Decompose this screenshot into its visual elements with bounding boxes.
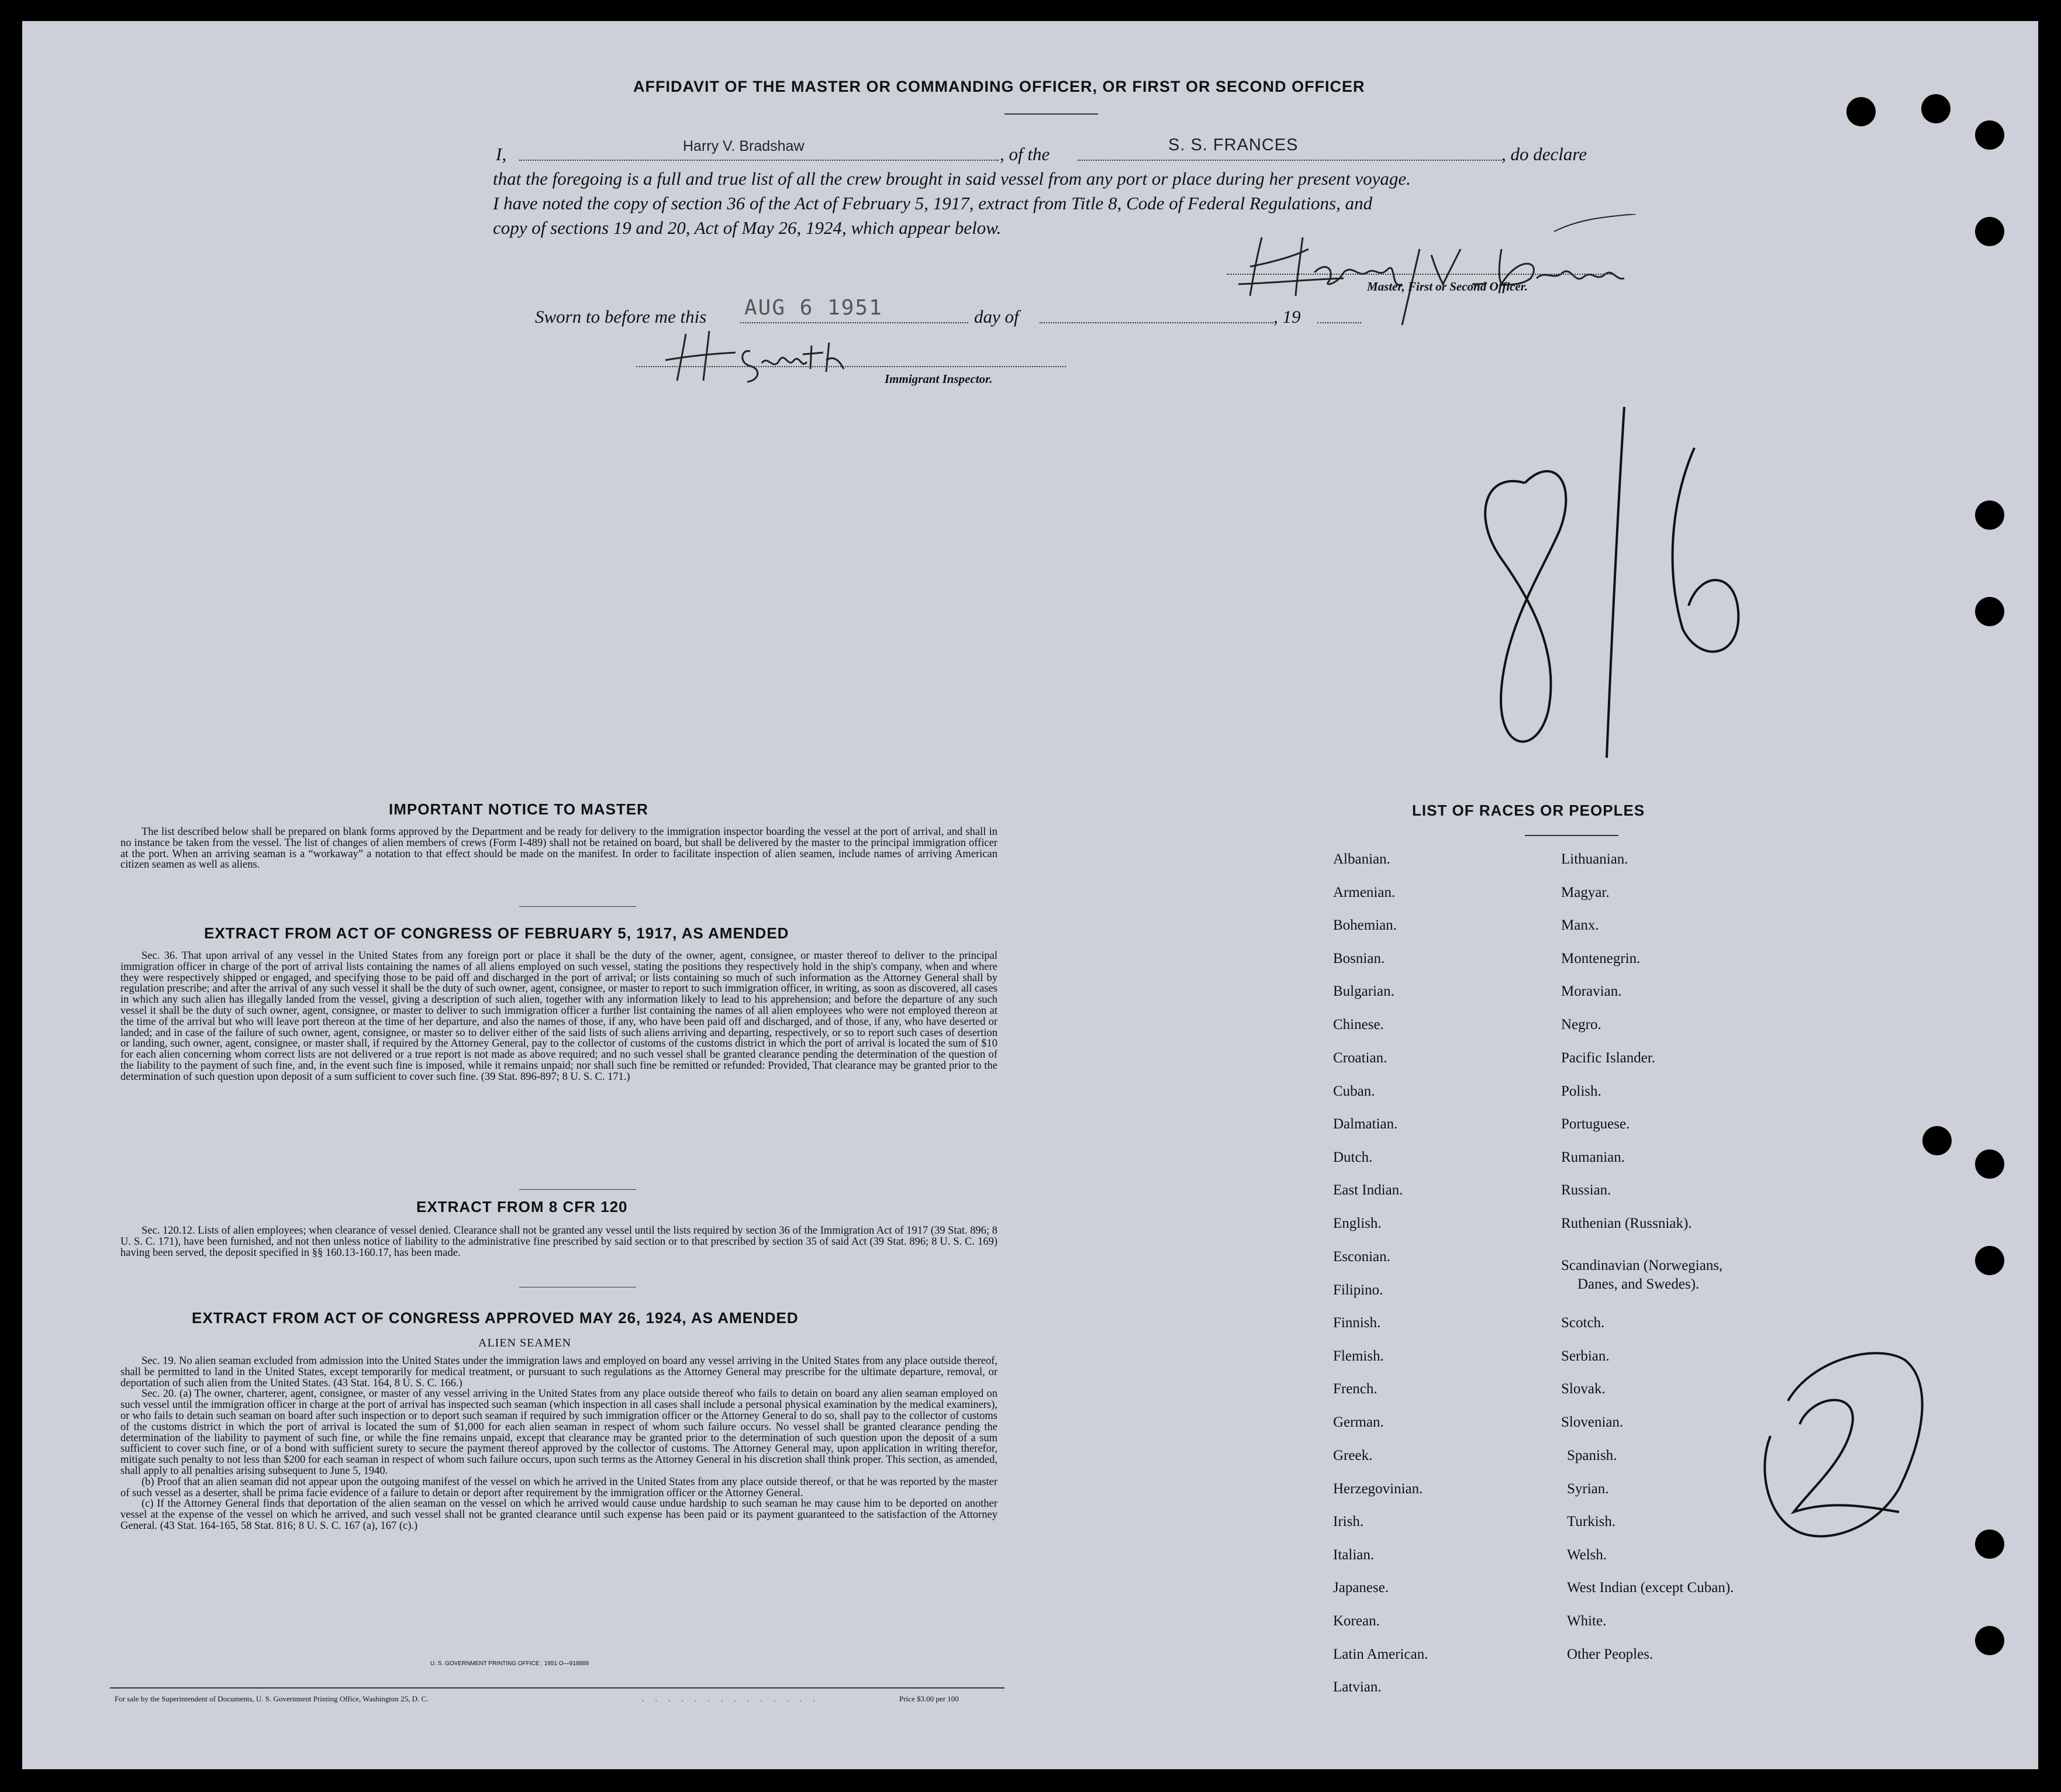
race-left: Greek.: [1333, 1448, 1373, 1463]
master-caption: Master, First or Second Officer.: [1367, 279, 1528, 294]
notice-title: IMPORTANT NOTICE TO MASTER: [389, 800, 648, 818]
binder-hole: [1975, 500, 2004, 530]
race-left: Cuban.: [1333, 1083, 1375, 1099]
race-right: Slovenian.: [1561, 1414, 1624, 1430]
extract-8cfr-text: Sec. 120.12. Lists of alien employees; when clearance of vessel denied. Clearance shall not be granted any vessel until the lists required by section 36 of the Immigration Act of 1917 (39 Stat. 896; 8 U. S. C. 171), have been furnished, and not then unless notice of liability to the administrative fine prescribed by said section or to that prescribed by section 35 of said Act (39 Stat. 896; 8 U. S. C. 169) having been served, the deposit specified in §§ 160.13-160.17, has been made.: [120, 1225, 997, 1259]
decl-do-declare: , do declare: [1501, 144, 1587, 164]
race-right: Turkish.: [1567, 1514, 1616, 1529]
race-right: Scandinavian (Norwegians,: [1561, 1258, 1723, 1273]
sec20c-text: (c) If the Attorney General finds that deportation of the alien seaman on the vessel on which he arrived would cause undue hardship to such seaman he may cause him to be deported on another vessel at the expense of the vessel on which he arrived, and such vessel shall not be granted clearance until such expense has been paid or its payment guaranteed to the satisfaction of the Attorney General. (43 Stat. 164-165, 58 Stat. 816; 8 U. S. C. 167 (a), 167 (c).): [120, 1498, 997, 1532]
race-right: Russian.: [1561, 1182, 1611, 1198]
footer-price: Price $3.00 per 100: [899, 1694, 959, 1703]
race-right: Syrian.: [1567, 1481, 1609, 1497]
handwritten-circled-2: [1747, 1337, 1934, 1559]
day-of-label: day of: [974, 306, 1019, 327]
race-left: Filipino.: [1333, 1282, 1383, 1298]
race-right: Slovak.: [1561, 1381, 1606, 1397]
printing-office-imprint: U. S. GOVERNMENT PRINTING OFFICE : 1951 O—918889: [430, 1660, 589, 1667]
sworn-fill-line: [740, 322, 968, 323]
race-right: Portuguese.: [1561, 1116, 1630, 1132]
race-right: Negro.: [1561, 1017, 1601, 1033]
race-right: Lithuanian.: [1561, 851, 1628, 867]
binder-hole: [1975, 1529, 2004, 1559]
extract-1924-title: EXTRACT FROM ACT OF CONGRESS APPROVED MAY 26, 1924, AS AMENDED: [192, 1309, 799, 1327]
decl-line-2: that the foregoing is a full and true list of all the crew brought in said vessel from any port or place during her present voyage.: [493, 168, 1411, 189]
year-fill-line: [1317, 322, 1361, 323]
extract-1917-text: Sec. 36. That upon arrival of any vessel in the United States from any foreign port or place it shall be the duty of the owner, agent, consignee, or master thereof to deliver to the principal immigration officer in charge of the port of arrival lists containing the names of all aliens employed on such vessel, stating the positions they respectively hold in the ship's company, when and where they were respectively shipped or engaged, and specifying those to be paid off and discharged in the port of arrival; or lists containing so much of such information as the Attorney General shall by regulation prescribe; and after the arrival of any such vessel it shall be the duty of such owner, agent, consignee, or master to report to such immigration officer, in writing, as soon as discovered, all cases in which any such alien has illegally landed from the vessel, giving a description of such alien, together with any information likely to lead to his apprehension; and before the departure of any such vessel it shall be the duty of such owner, agent, consignee, or master to deliver to such immigration officer a further list containing the names of all alien employees who were not employed thereon at the time of the arrival but who will leave port thereon at the time of her departure, and also the names of those, if any, who have been paid off and discharged, and of those, if any, who have deserted or landed; and in case of the failure of such owner, agent, consignee, or master so to deliver either of the said lists of such aliens arriving and departing, respectively, or so to report such cases of desertion or landing, such owner, agent, consignee, or master shall, if required by the Attorney General, pay to the collector of customs of the customs district in which the port of arrival is located the sum of $10 for each alien concerning whom correct lists are not delivered or a true report is not made as above required; and no such vessel shall be granted clearance pending the determination of the question of the liability to the payment of such fine, and, in the event such fine is imposed, while it remains unpaid; nor shall such fine be remitted or refunded: Provided, That clearance may be granted prior to the determination of such question upon deposit of a sum sufficient to cover such fine. (39 Stat. 896-897; 8 U. S. C. 171.): [120, 950, 997, 1083]
race-left: Herzegovinian.: [1333, 1481, 1423, 1497]
binder-hole: [1846, 97, 1876, 126]
race-left: Croatian.: [1333, 1050, 1387, 1066]
race-left: Italian.: [1333, 1547, 1375, 1563]
race-right: Pacific Islander.: [1561, 1050, 1656, 1066]
binder-hole: [1975, 1149, 2004, 1179]
race-right: Manx.: [1561, 917, 1599, 933]
inspector-signature: [654, 328, 864, 386]
race-right: West Indian (except Cuban).: [1567, 1580, 1734, 1596]
race-left: Bohemian.: [1333, 917, 1397, 933]
race-left: Esconian.: [1333, 1249, 1390, 1265]
race-left: English.: [1333, 1216, 1382, 1231]
decl-line-4: copy of sections 19 and 20, Act of May 26, 1924, which appear below.: [493, 217, 1002, 238]
extract-1917-rule: [519, 1189, 636, 1190]
vessel-fill-line: [1078, 160, 1501, 161]
binder-hole: [1975, 1246, 2004, 1275]
title-rule: [1004, 113, 1098, 115]
extract-1924-body: [120, 1356, 997, 1532]
race-left: Bulgarian.: [1333, 983, 1394, 999]
decl-of-the: , of the: [1000, 144, 1050, 164]
sworn-prefix: Sworn to before me this: [535, 306, 707, 327]
race-left: Latvian.: [1333, 1679, 1382, 1695]
race-left: Japanese.: [1333, 1580, 1389, 1596]
name-fill-line: [519, 160, 999, 161]
footer-rule: [110, 1687, 1004, 1689]
notice-rule: [519, 906, 636, 907]
race-right: White.: [1567, 1613, 1607, 1629]
race-left: French.: [1333, 1381, 1378, 1397]
inspector-caption: Immigrant Inspector.: [885, 372, 993, 386]
race-left: Armenian.: [1333, 885, 1396, 900]
extract-1917-body: [120, 951, 997, 1083]
extract-1917-title: EXTRACT FROM ACT OF CONGRESS OF FEBRUARY 5, 1917, AS AMENDED: [204, 924, 789, 942]
race-right: Rumanian.: [1561, 1149, 1625, 1165]
sec20b-text: (b) Proof that an alien seaman did not appear upon the outgoing manifest of the vessel on which he arrived in the United States from any place outside thereof, or that he was reported by the master of such vessel as a deserter, shall be prima facie evidence of a failure to detain or deport after requirement by the immigration officer or the Attorney General.: [120, 1476, 997, 1499]
inspector-sig-line: [636, 366, 1066, 367]
officer-name: Harry V. Bradshaw: [683, 138, 805, 154]
race-right: Montenegrin.: [1561, 951, 1641, 966]
date-stamp: AUG 6 1951: [744, 296, 883, 320]
sec19-text: Sec. 19. No alien seaman excluded from admission into the United States under the immigration laws and employed on board any vessel arriving in the United States from any place outside thereof, shall be permitted to land in the United States, except temporarily for medical treatment, or pursuant to such regulations as the Attorney General may prescribe for the ultimate departure, removal, or deportation of such alien from the United States. (43 Stat. 164, 8 U. S. C. 166.): [120, 1355, 997, 1389]
notice-body: [120, 827, 997, 871]
vessel-name: S. S. FRANCES: [1168, 136, 1299, 154]
race-left: Albanian.: [1333, 851, 1390, 867]
extract-1924-subtitle: ALIEN SEAMEN: [478, 1337, 572, 1349]
decl-i: I,: [496, 144, 507, 164]
binder-hole: [1975, 217, 2004, 246]
race-right: Other Peoples.: [1567, 1646, 1653, 1662]
notice-text: The list described below shall be prepared on blank forms approved by the Department and be ready for delivery to the immigration inspector boarding the vessel at the port of arrival, and shall in no instance be taken from the vessel. The list of changes of alien members of crews (Form I-489) shall not be retained on board, but shall be delivered by the master to the principal immigration officer at the port. When an arriving seaman is a “workaway” a notation to that effect should be made on the manifest. In order to facilitate inspection of alien seamen, include names of arriving American citizen seamen as well as aliens.: [120, 826, 997, 871]
binder-hole: [1922, 1126, 1952, 1155]
race-right: Polish.: [1561, 1083, 1601, 1099]
year-prefix: , 19: [1273, 306, 1301, 327]
race-left: Chinese.: [1333, 1017, 1384, 1033]
race-right: Scotch.: [1561, 1315, 1605, 1331]
footer-dots: . . . . . . . . . . . . . .: [642, 1694, 820, 1703]
binder-hole: [1975, 120, 2004, 150]
master-sig-line: [1227, 274, 1613, 275]
decl-line-3: I have noted the copy of section 36 of the Act of February 5, 1917, extract from Title 8, Code of Federal Regulations, and: [493, 193, 1373, 213]
sec20a-text: Sec. 20. (a) The owner, charterer, agent, consignee, or master of any vessel arriving in the United States from any place outside thereof who fails to detain on board any alien seaman employed on such vessel until the immigration officer in charge at the port of arrival has inspected such seaman (which inspection in all cases shall include a personal physical examination by the medical examiners), or who fails to detain such seaman on board after such inspection or to deport such seaman if required by such immigration officer or the Attorney General to do so, shall pay to the collector of customs of the customs district in which the port of arrival is located the sum of $1,000 for each alien seaman in respect of whom such failure occurs. No vessel shall be granted clearance pending the determination of the liability to payment of such fine, or while the fine remains unpaid, except that clearance may be granted prior to the determination of such question upon the deposit of a sum sufficient to cover such fine, or of a bond with sufficient surety to secure the payment thereof approved by the collector of customs. The Attorney General may, upon application in writing therefor, mitigate such penalty to not less than $200 for each seaman in respect of whom such failure occurs, upon such terms as the Attorney General in his discretion shall think proper. This section, as amended, shall apply to all penalties arising subsequent to June 5, 1940.: [120, 1388, 997, 1477]
extract-8cfr-body: [120, 1225, 997, 1258]
race-left: East Indian.: [1333, 1182, 1403, 1198]
month-fill-line: [1040, 322, 1273, 323]
race-left: Dutch.: [1333, 1149, 1373, 1165]
binder-hole: [1921, 94, 1950, 123]
race-right: Serbian.: [1561, 1348, 1610, 1364]
race-right: Moravian.: [1561, 983, 1622, 999]
affidavit-title: AFFIDAVIT OF THE MASTER OR COMMANDING OFFICER, OR FIRST OR SECOND OFFICER: [633, 78, 1365, 95]
binder-hole: [1975, 1626, 2004, 1655]
race-right: Ruthenian (Russniak).: [1561, 1216, 1692, 1231]
race-left: Dalmatian.: [1333, 1116, 1398, 1132]
race-right: Welsh.: [1567, 1547, 1607, 1563]
race-left: Korean.: [1333, 1613, 1380, 1629]
binder-hole: [1975, 597, 2004, 626]
race-left: Latin American.: [1333, 1646, 1428, 1662]
race-left: Flemish.: [1333, 1348, 1384, 1364]
race-right: Danes, and Swedes).: [1577, 1276, 1700, 1292]
race-right: Spanish.: [1567, 1448, 1617, 1463]
extract-8cfr-title: EXTRACT FROM 8 CFR 120: [416, 1198, 628, 1216]
race-left: Irish.: [1333, 1514, 1364, 1529]
handwritten-8-6: [1449, 384, 1800, 781]
races-rule: [1525, 835, 1618, 836]
race-left: German.: [1333, 1414, 1384, 1430]
race-left: Finnish.: [1333, 1315, 1381, 1331]
race-left: Bosnian.: [1333, 951, 1385, 966]
races-title: LIST OF RACES OR PEOPLES: [1412, 802, 1645, 819]
race-right: Magyar.: [1561, 885, 1610, 900]
form-sheet: [22, 21, 2038, 1769]
footer-for-sale: For sale by the Superintendent of Documents, U. S. Government Printing Office, Washington 25, D. C.: [115, 1694, 429, 1703]
